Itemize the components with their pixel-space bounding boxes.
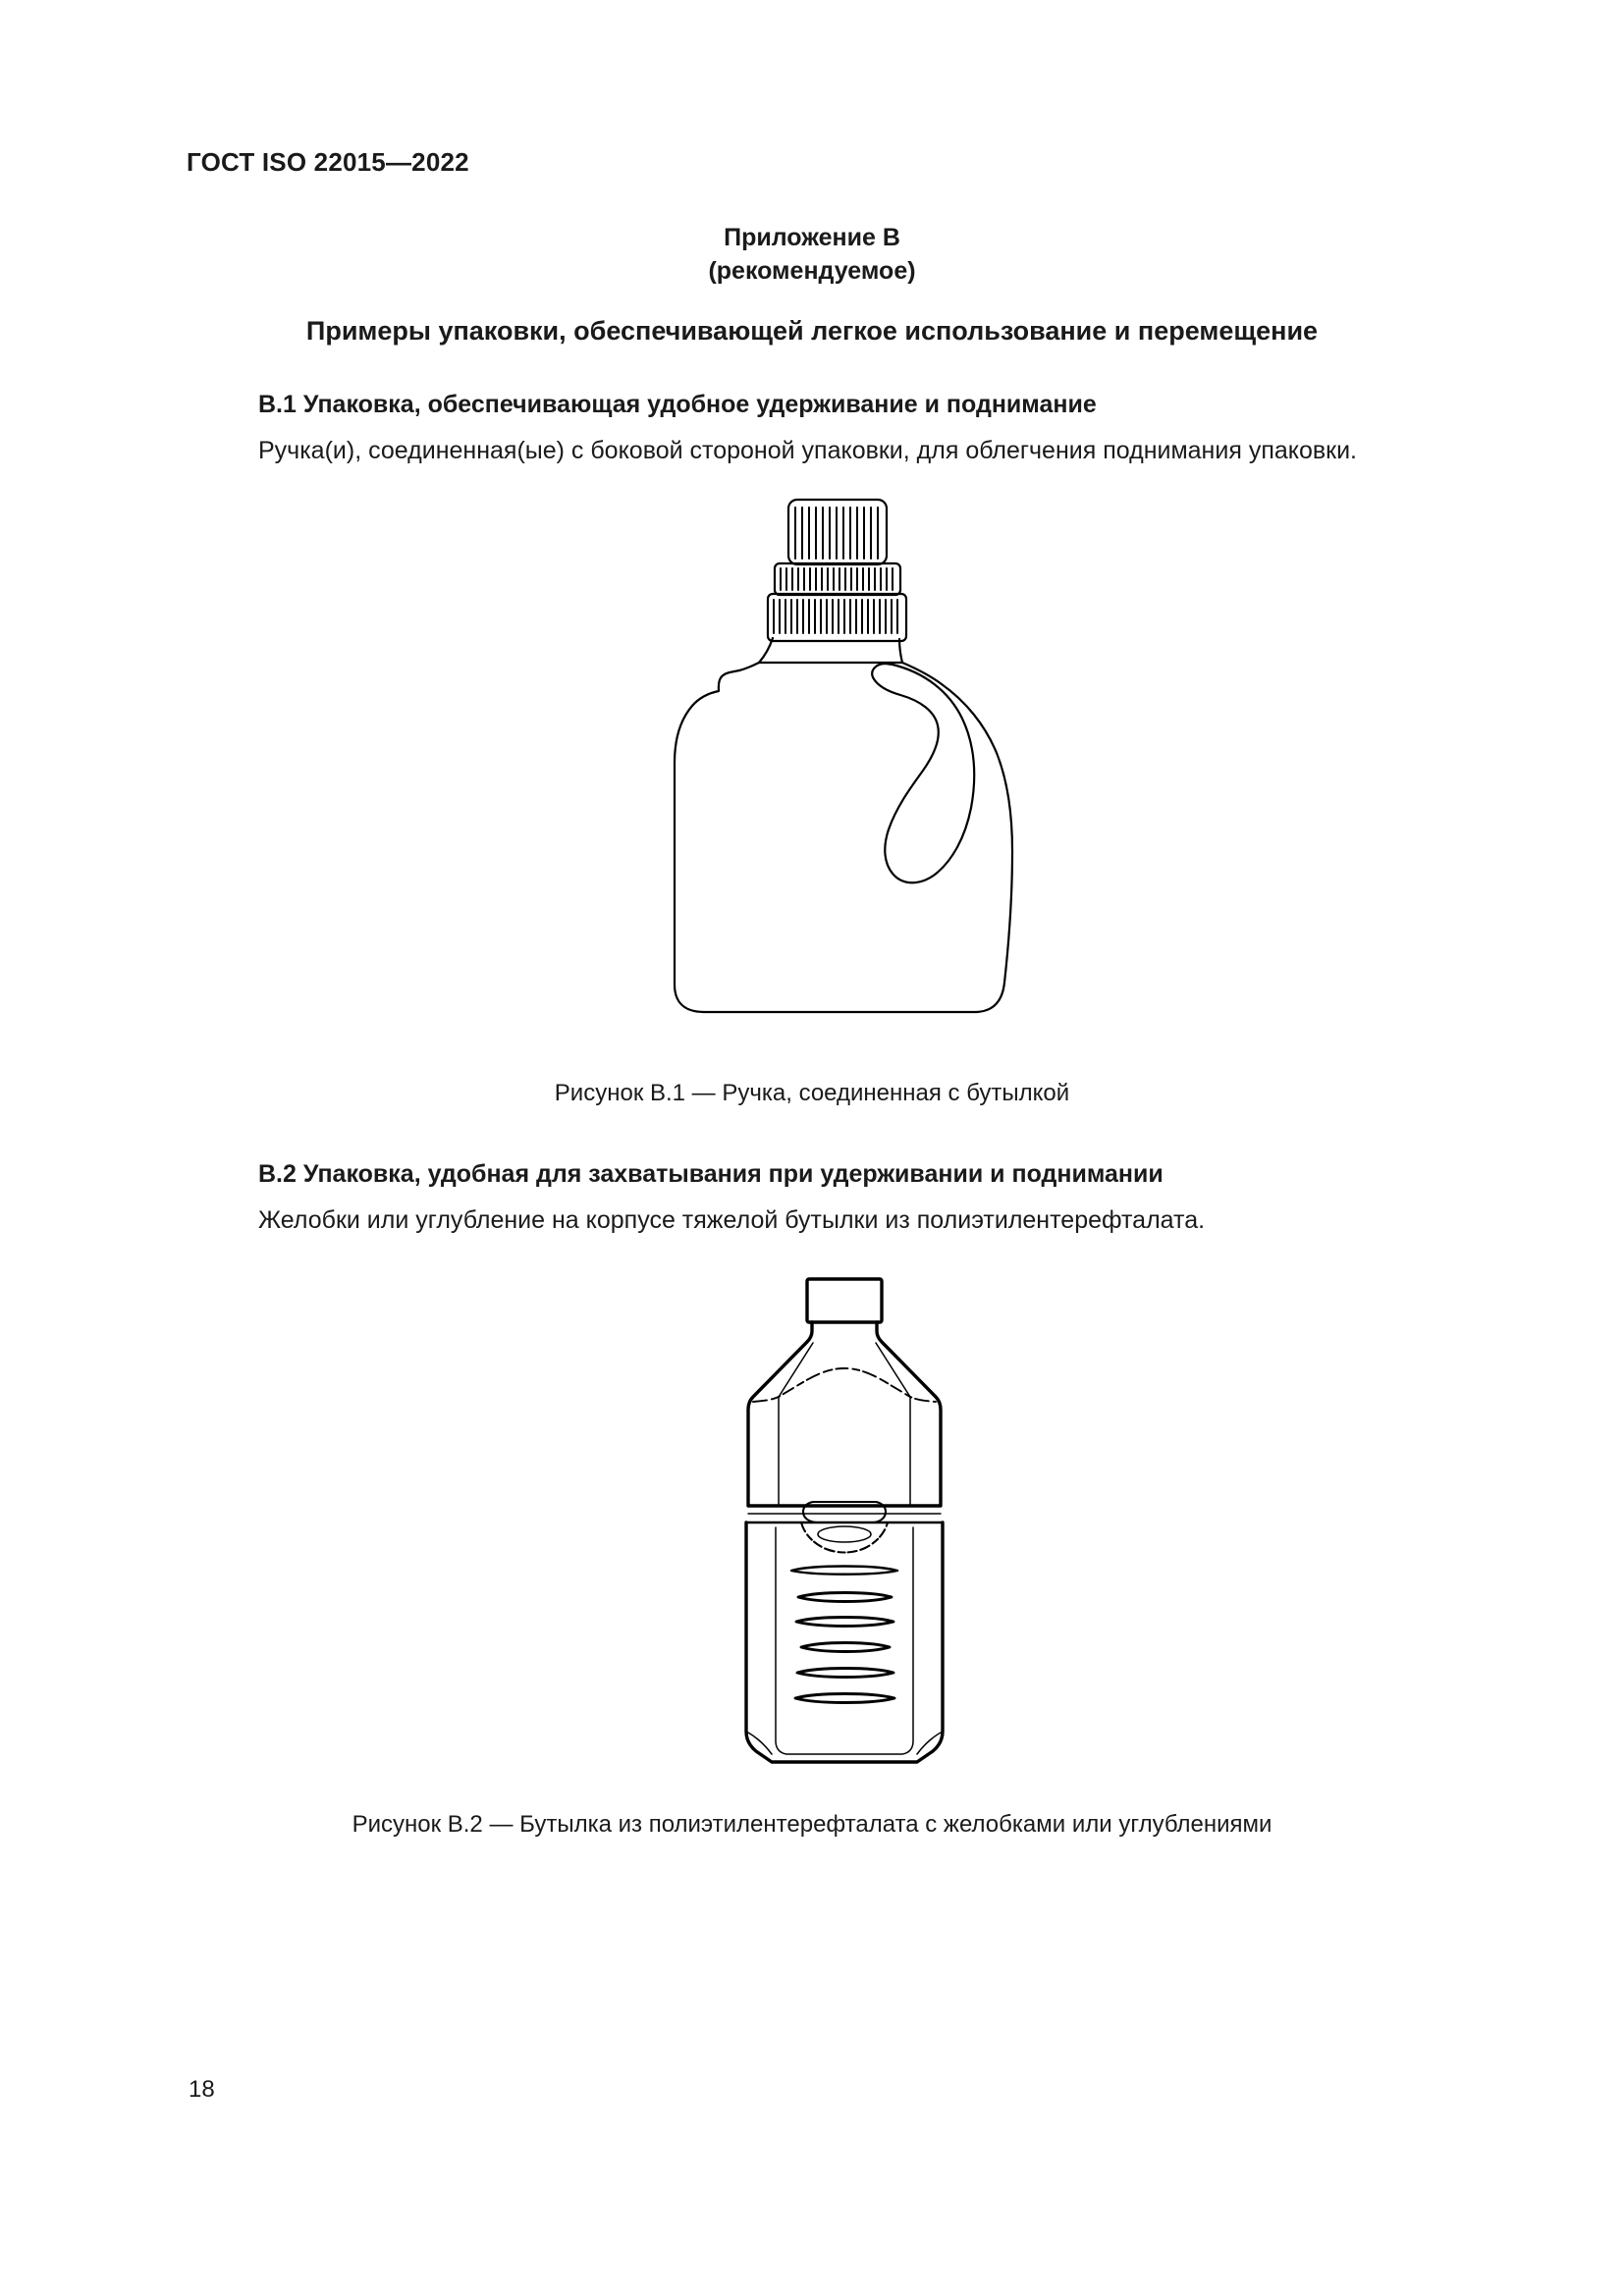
bottle-upper-outline [748,1322,941,1506]
figure-b2-caption: Рисунок В.2 — Бутылка из полиэтилентерефталата с желобками или углублениями [352,1811,1272,1838]
document-header-standard-id: ГОСТ ISO 22015—2022 [187,147,469,177]
neck-shoulder-left [759,638,773,663]
grip-groove-4 [801,1643,890,1652]
detergent-bottle-line-art [616,486,1067,1045]
grip-grooves [791,1567,897,1703]
shoulder-crease-left [779,1343,813,1397]
grip-groove-5 [797,1669,893,1678]
cap-lower-ribs [774,600,897,633]
grip-groove-1 [791,1567,897,1575]
pet-bottle-line-art [687,1266,1001,1782]
annex-title: Приложение В [724,224,900,251]
figure-b1-caption: Рисунок В.1 — Ручка, соединенная с бутылкой [554,1080,1070,1106]
cap-middle-ribs [781,568,893,590]
shoulder-crease-right [876,1343,910,1397]
figure-b2-pet-bottle-with-grooves [687,1266,1001,1782]
annex-subtitle: (рекомендуемое) [708,257,916,285]
figure-b1-detergent-bottle-with-handle [616,486,1067,1045]
grip-groove-2 [798,1593,892,1602]
page-number: 18 [189,2076,215,2103]
lower-panel-edge [776,1527,913,1754]
annex-main-title: Примеры упаковки, обеспечивающей легкое использование и перемещение [305,316,1319,346]
section-b2-heading: В.2 Упаковка, удобная для захватывания при удерживании и поднимании [258,1160,1164,1188]
handle-cutout [872,664,974,882]
bottle-cap [807,1279,882,1322]
neck-shoulder-right [899,639,902,663]
annex-heading-block [0,221,1624,288]
grip-groove-6 [795,1694,894,1703]
shoulder-chevron-rear [753,1368,936,1402]
grip-groove-3 [796,1618,893,1627]
waist-lobe-inner-ellipse [818,1526,871,1542]
cap-top-ribs [795,507,878,559]
section-b2-body: Желобки или углубление на корпусе тяжелой бутылки из полиэтилентерефталата. [258,1206,1206,1234]
section-b1-heading: В.1 Упаковка, обеспечивающая удобное удерживание и поднимание [258,391,1097,418]
section-b1-body: Ручка(и), соединенная(ые) с боковой стороной упаковки, для облегчения поднимания упаковки. [258,437,1358,464]
